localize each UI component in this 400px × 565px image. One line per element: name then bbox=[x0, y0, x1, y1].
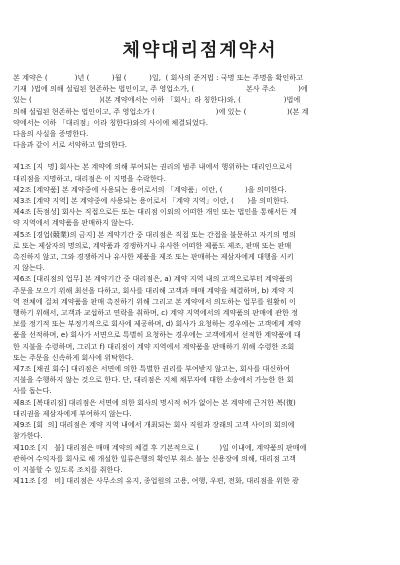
article-line: 약 지역에서 계약품을 판매하지 않는다. bbox=[13, 218, 134, 228]
article-line: 제10조 [지 불] 대리점은 매매 계약의 체결 후 기본적으로 ( )일 이내에, 계약품의 판매에 bbox=[13, 442, 307, 452]
preamble bbox=[13, 72, 387, 150]
article-line: 이 지불할 수 있도록 조치를 취한다. bbox=[13, 464, 123, 474]
article-line: 보를 정기적 또는 부정기적으로 회사에 제공하며, d) 회사가 요청하는 경우에는 고객에게 계약 bbox=[13, 319, 301, 329]
article-line: 또는 주문을 신속하게 회사에 위탁한다. bbox=[13, 352, 134, 362]
article-line: 품을 선적하며, e) 회사가 서면으로 특별히 요청하는 경우에는 고객에게서 선적한 계약품에 대 bbox=[13, 330, 301, 340]
article-line: 제4조 [독점성] 회사는 직접으로든 또는 대리점 이외의 어떠한 개인 또는 법인을 통해서든 계 bbox=[13, 207, 297, 217]
article-line: 관하여 수익자를 회사로 해 개설한 일류은행의 확인부 취소 불능 신용장에 의해, 대리점 고객 bbox=[13, 453, 296, 463]
article-line: 제1조 [지 명] 회사는 본 계약에 의해 부여되는 권리의 범주 내에서 행위하는 대리인으로서 bbox=[13, 162, 293, 172]
article-line: 대리점을 지명하고, 대리점은 이 지명을 수락한다. bbox=[13, 173, 166, 183]
preamble-line: 본 계약은 ( )년 ( )월 ( )일, ( 회사의 준거법 : 국명 또는 주명을 확인하고 bbox=[13, 73, 303, 82]
preamble-line: 약에서는 이하 「대리점」이라 칭한다)와의 사이에 체결되었다. bbox=[13, 117, 208, 127]
article-line: 제6조 [대리점의 업무] 본 계약기간 중 대리점은, a) 계약 지역 내의 고객으로부터 계약품의 bbox=[13, 274, 293, 284]
article-line: 로 또는 제삼자의 명의로, 계약품과 경쟁하거나 유사한 어떠한 제품도 제조, 판매 또는 판매 bbox=[13, 240, 292, 250]
preamble-line: 있는 ( )(본 계약에서는 이하 「회사」라 칭한다)와, ( )법에 bbox=[13, 95, 301, 105]
article-line: 사를 돕는다. bbox=[13, 386, 52, 396]
preamble-line: 다음의 사실을 증명한다. bbox=[13, 129, 89, 139]
preamble-line: 기재 )법에 의해 설립된 현존하는 법인이고, 주 영업소가, ( 본사 주소 )에 bbox=[13, 84, 308, 94]
article-line: 참가한다. bbox=[13, 431, 43, 441]
article-line: 제3조 [계약 지역] 본 계약중에 사용되는 용어로서 「계약 지역」이란, ( )을 의미한다. bbox=[13, 196, 289, 206]
article-line: 제5조 [경업(競業)의 금지] 본 계약기간 중 대리점은 직접 또는 간접을 불문하고 자기의 명의 bbox=[13, 229, 296, 239]
article-line: 한 지불을 수령하며, 그리고 f) 대리점이 계약 지역에서 계약품을 판매하기 위해 수령한 조회 bbox=[13, 341, 295, 351]
preamble-line: 의해 설립된 현존하는 법인이고, 주 영업소가 ( )에 있는 ( )(본 계 bbox=[13, 106, 309, 116]
article-line: 제2조 [계약품] 본 계약중에 사용되는 용어로서의 「계약품」이란, ( )을 의미한다. bbox=[13, 184, 287, 194]
article-line: 촉진하지 않고, 그와 경쟁하거나 유사한 제품을 제조 또는 판매하는 제삼자에게 대행을 시키 bbox=[13, 252, 294, 262]
section-gap bbox=[13, 150, 387, 161]
article-line: 주문을 모으기 위해 최선을 다하고, 회사를 대리해 고객과 매매 계약을 체결하며, b) 계약 지 bbox=[13, 285, 294, 295]
article-line: 역 전체에 걸쳐 계약품을 판매 촉진하기 위해 그리고 본 계약에서 의도하는 업무를 원활히 이 bbox=[13, 296, 296, 306]
preamble-line: 다음과 같이 서로 서약하고 합의한다. bbox=[13, 140, 128, 150]
articles bbox=[13, 161, 387, 486]
article-line: 제9조 [회 의] 대리점은 계약 지역 내에서 개최되는 회사 직원과 장래의 고객 사이의 회의에 bbox=[13, 420, 295, 430]
article-line: 지불을 수행하지 않는 것으로 한다. 단, 대리점은 지체 채무자에 대한 소송에서 가능한 한 회 bbox=[13, 375, 294, 385]
article-line: 대리권을 제삼자에게 부여하지 않는다. bbox=[13, 408, 132, 418]
document-title: 체약대리점계약서 bbox=[122, 40, 278, 61]
article-line: 제11조 [경 비] 대리점은 사무소의 유지, 종업원의 고용, 여행, 우편, 전화, 대리점을 위한 광 bbox=[13, 476, 299, 486]
article-line: 지 않는다. bbox=[13, 263, 45, 273]
article-line: 행하기 위해서, 고객과 교섭하고 연락을 취하며, c) 계약 지역에서의 계약품의 판매에 관한 정 bbox=[13, 308, 298, 318]
article-line: 제7조 [채권 회수] 대리점은 서면에 의한 특별한 권리를 부여받지 않고는, 회사를 대신하여 bbox=[13, 364, 290, 374]
article-line: 제8조 [복대리점] 대리점은 서면에 의한 회사의 명시적 허가 없이는 본 계약에 근거한 복(復) bbox=[13, 397, 296, 407]
